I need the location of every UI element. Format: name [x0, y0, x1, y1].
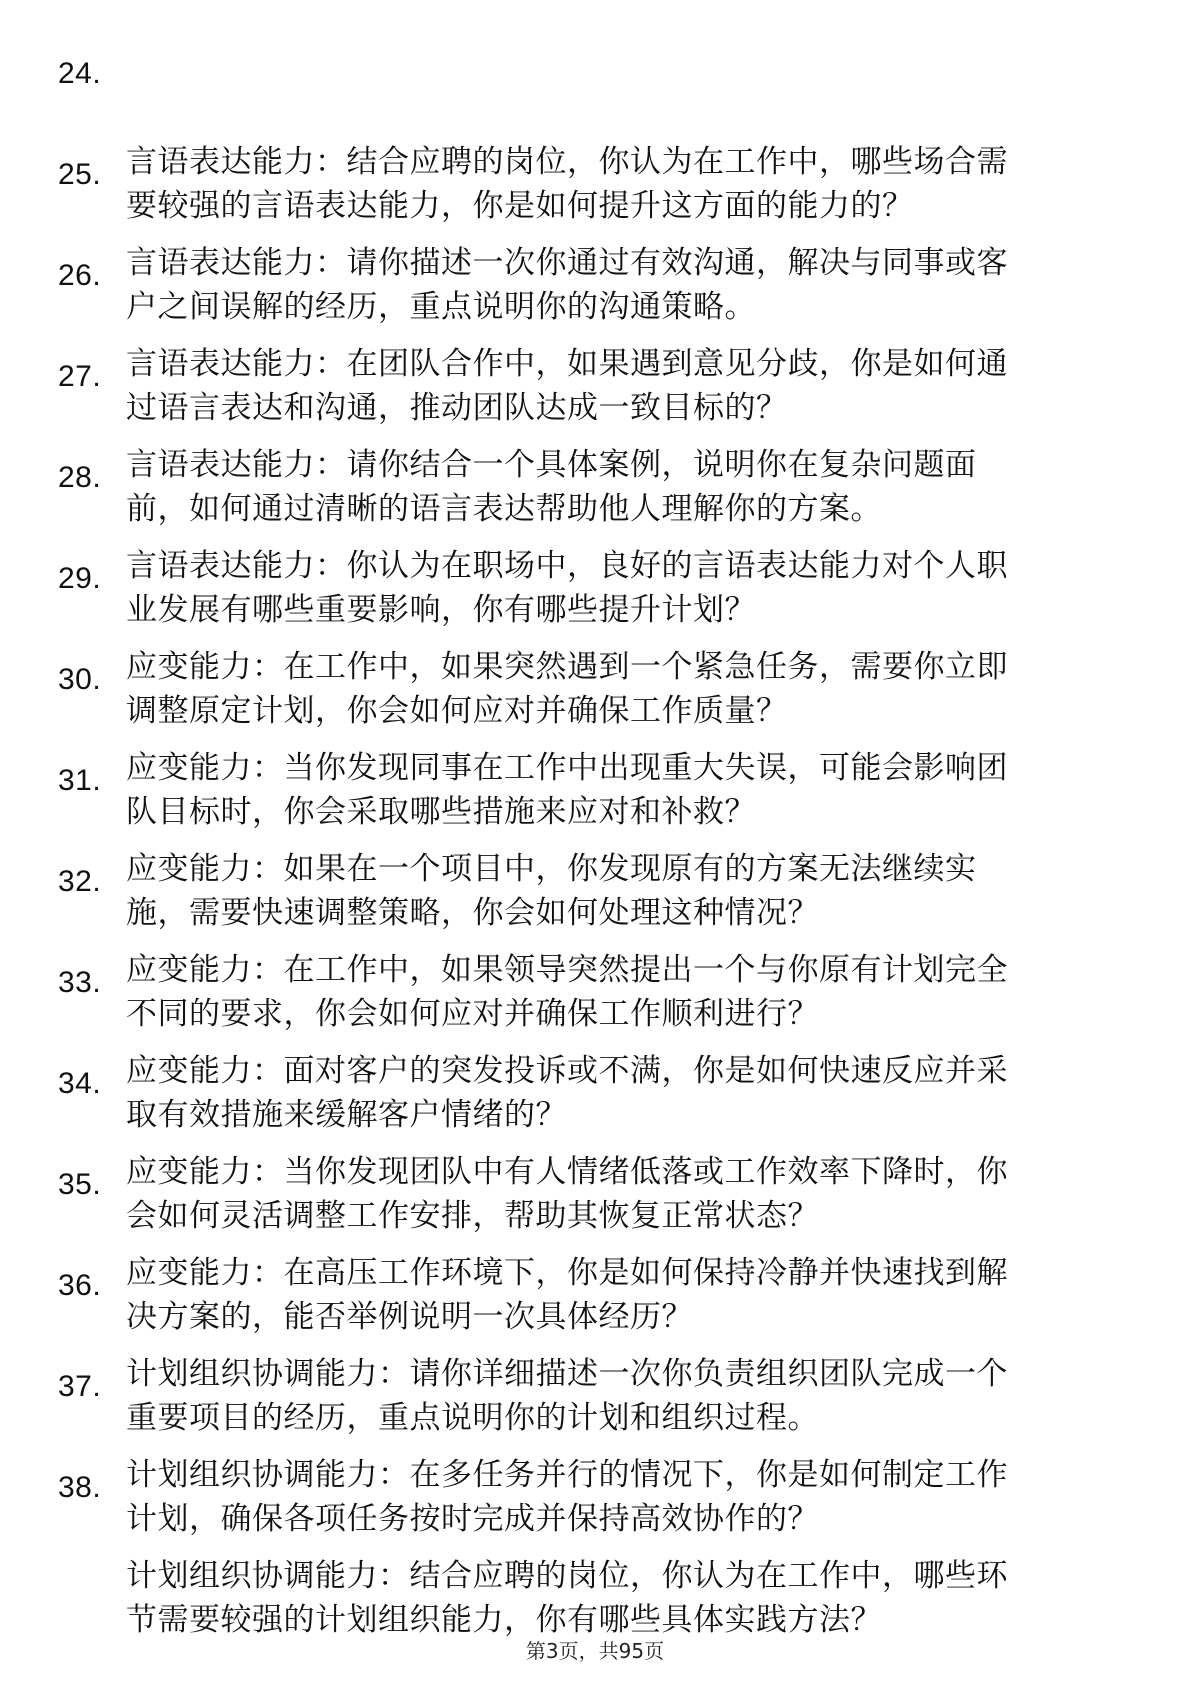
question-number: 36.: [58, 1269, 102, 1302]
question-text: 应变能力：在工作中，如果领导突然提出一个与你原有计划完全 不同的要求，你会如何应对并确保工作顺利进行？: [126, 952, 1008, 1032]
question-list: [58, 52, 1120, 1638]
question-number: 32.: [58, 865, 102, 898]
question-text: 言语表达能力：请你描述一次你通过有效沟通，解决与同事或客 户之间误解的经历，重点说明你的沟通策略。: [126, 245, 1008, 325]
question-number: 33.: [58, 966, 102, 999]
question-number: 24.: [58, 57, 102, 90]
question-number: 31.: [58, 764, 102, 797]
question-number: 34.: [58, 1067, 102, 1100]
question-text: 应变能力：在高压工作环境下，你是如何保持冷静并快速找到解 决方案的，能否举例说明一次具体经历？: [126, 1255, 1008, 1335]
question-item: [58, 1466, 1120, 1638]
question-text: 言语表达能力：结合应聘的岗位，你认为在工作中，哪些场合需 要较强的言语表达能力，你是如何提升这方面的能力的？: [126, 144, 1008, 224]
page-footer: [0, 1635, 1190, 1664]
question-text: 计划组织协调能力：结合应聘的岗位，你认为在工作中，哪些环 节需要较强的计划组织能力，你有哪些具体实践方法？: [126, 1558, 1008, 1638]
question-text: 计划组织协调能力：请你详细描述一次你负责组织团队完成一个 重要项目的经历，重点说明你的计划和组织过程。: [126, 1356, 1008, 1436]
question-text: 言语表达能力：请你结合一个具体案例，说明你在复杂问题面 前，如何通过清晰的语言表达帮助他人理解你的方案。: [126, 447, 977, 527]
question-number: 29.: [58, 562, 102, 595]
question-number: 26.: [58, 259, 102, 292]
question-text: 应变能力：面对客户的突发投诉或不满，你是如何快速反应并采 取有效措施来缓解客户情绪的？: [126, 1053, 1008, 1133]
question-text: 应变能力：在工作中，如果突然遇到一个紧急任务，需要你立即 调整原定计划，你会如何应对并确保工作质量？: [126, 649, 1008, 729]
question-text: 应变能力：当你发现同事在工作中出现重大失误，可能会影响团 队目标时，你会采取哪些措施来应对和补救？: [126, 750, 1008, 830]
question-number: 37.: [58, 1370, 102, 1403]
question-number: 27.: [58, 360, 102, 393]
question-number: 30.: [58, 663, 102, 696]
question-number: 38.: [58, 1471, 102, 1504]
question-text: 言语表达能力：在团队合作中，如果遇到意见分歧，你是如何通 过语言表达和沟通，推动团队达成一致目标的？: [126, 346, 1008, 426]
question-text: 应变能力：当你发现团队中有人情绪低落或工作效率下降时，你 会如何灵活调整工作安排，帮助其恢复正常状态？: [126, 1154, 1008, 1234]
question-number: 28.: [58, 461, 102, 494]
question-number: 25.: [58, 158, 102, 191]
page-number-label: 第3页，共95页: [525, 1639, 665, 1663]
question-text: 应变能力：如果在一个项目中，你发现原有的方案无法继续实 施，需要快速调整策略，你会如何处理这种情况？: [126, 851, 977, 931]
question-text: 计划组织协调能力：在多任务并行的情况下，你是如何制定工作 计划，确保各项任务按时完成并保持高效协作的？: [126, 1457, 1008, 1537]
question-text: 言语表达能力：你认为在职场中，良好的言语表达能力对个人职 业发展有哪些重要影响，你有哪些提升计划？: [126, 548, 1008, 628]
question-number: 35.: [58, 1168, 102, 1201]
